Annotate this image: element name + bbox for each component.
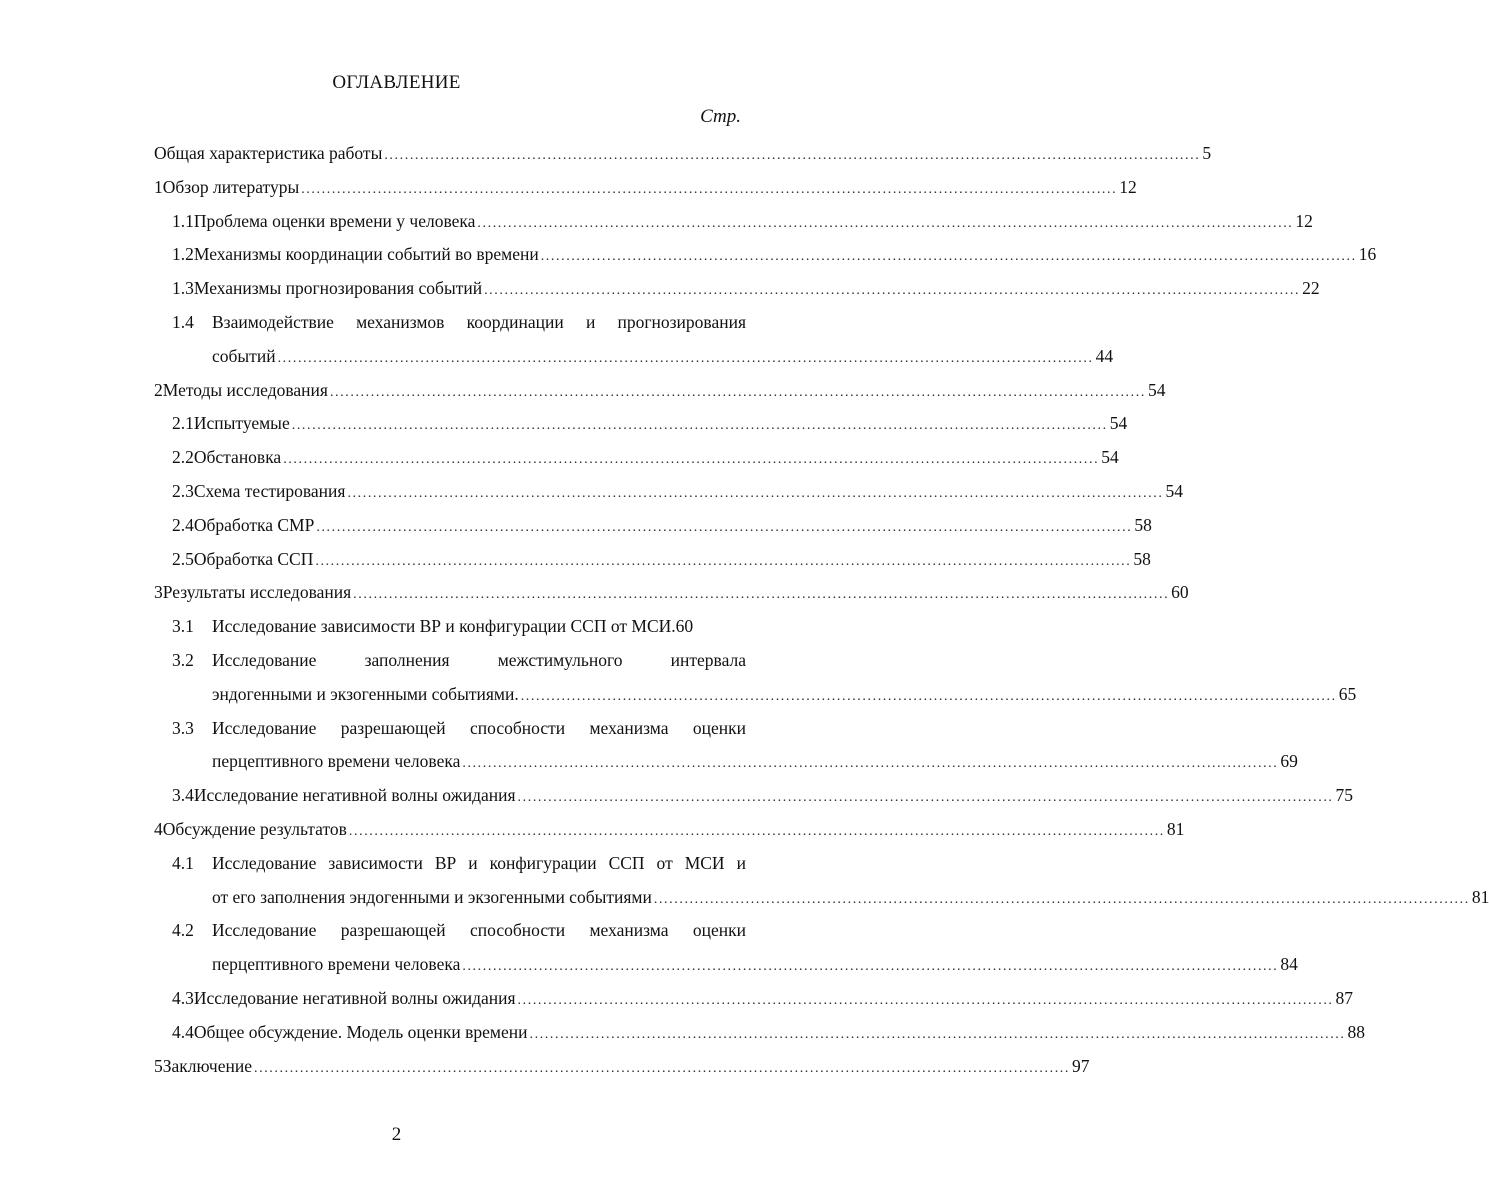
toc-entry-page: 44	[1095, 345, 1114, 366]
toc-entry-title: Схема тестирования	[193, 481, 346, 501]
toc-entry	[172, 476, 1183, 506]
toc-leader-dots: ................................................................................................................................................................	[540, 249, 1357, 265]
toc-entry-title: от его заполнения эндогенными и экзогенными событиями	[212, 886, 652, 907]
toc-entry-page: 22	[1302, 278, 1320, 299]
toc-entry-number: 3.2	[172, 650, 194, 670]
toc-entry-number: 2	[154, 379, 163, 400]
toc-entry-page: 58	[1134, 514, 1152, 535]
toc-entry-page: 75	[1335, 785, 1354, 806]
toc-leader-dots: ................................................................................................................................................................	[462, 959, 1279, 975]
toc-entry-page: 65	[1338, 683, 1357, 704]
toc-entry	[172, 611, 746, 641]
toc-word: Исследование	[212, 650, 317, 670]
toc-entry	[154, 1051, 1090, 1081]
toc-word: способности	[470, 717, 566, 738]
toc-entry-first-line	[212, 307, 746, 337]
toc-entry-first-line	[212, 915, 746, 945]
toc-entry	[172, 273, 1320, 303]
toc-entry	[212, 746, 1298, 776]
toc-entry-number: 4	[154, 819, 163, 839]
toc-entry-number: 2.5	[172, 548, 194, 569]
toc-entry	[154, 577, 1189, 607]
toc-word: МСИ	[684, 852, 725, 873]
toc-entry-number: 5	[154, 1055, 163, 1076]
toc-word: оценки	[692, 920, 746, 941]
toc-word: и	[468, 852, 478, 873]
toc-entry-number: 1	[154, 176, 163, 197]
toc-entry-number: 1.2	[172, 244, 194, 265]
toc-entry-page: 97	[1072, 1055, 1090, 1076]
toc-word: Исследование	[212, 717, 317, 738]
toc-entry-page: 84	[1280, 954, 1298, 975]
toc-leader-dots: ................................................................................................................................................................	[291, 418, 1108, 434]
toc-leader-dots: ................................................................................................................................................................	[529, 1026, 1346, 1042]
toc-entry-number: 3.4	[172, 785, 194, 806]
toc-entry-first-line	[212, 848, 746, 878]
toc-word: механизма	[589, 920, 669, 941]
toc-entry-number: 1.1	[172, 210, 194, 231]
toc-word: ВР	[434, 852, 457, 873]
toc-entry-page: 54	[1109, 413, 1128, 434]
toc-entry-page: 88	[1347, 1021, 1365, 1042]
toc-leader-dots: ................................................................................................................................................................	[477, 215, 1294, 231]
toc-entry-title: Обсуждение результатов	[162, 819, 347, 839]
toc-entry-page: 81	[1471, 886, 1489, 907]
toc-leader-dots: ................................................................................................................................................................	[315, 553, 1132, 569]
toc-entry-number: 3	[154, 582, 163, 603]
toc-entry-first-line	[212, 645, 746, 675]
toc-entry-title: Обстановка	[193, 447, 282, 468]
toc-entry	[172, 983, 1354, 1013]
toc-word: разрешающей	[340, 920, 446, 941]
toc-entry-page: 16	[1358, 244, 1377, 265]
toc-entry-title: Исследование зависимости ВР и конфигурации ССП от МСИ.	[212, 616, 676, 637]
toc-entry-first-line	[212, 713, 746, 743]
toc-word: механизмов	[356, 312, 445, 332]
toc-entry-page: 12	[1119, 176, 1137, 197]
toc-leader-dots: ................................................................................................................................................................	[254, 1060, 1070, 1076]
toc-entry-title: Исследование негативной волны ожидания	[193, 988, 516, 1008]
toc-entry-title: Заключение	[162, 1055, 252, 1076]
toc-entry	[212, 679, 1357, 709]
toc-entry-number: 3.1	[172, 616, 194, 637]
toc-entry-page: 12	[1295, 210, 1313, 231]
toc-entry-title: Результаты исследования	[162, 582, 352, 603]
toc-entry-title: событий	[212, 345, 276, 366]
toc-word: конфигурации	[489, 852, 597, 873]
toc-word: механизма	[589, 717, 669, 738]
toc-leader-dots: ................................................................................................................................................................	[347, 486, 1164, 501]
toc-entry-title: Методы исследования	[162, 379, 328, 400]
toc-word: оценки	[692, 717, 746, 738]
toc-word: от	[656, 852, 673, 873]
toc-leader-dots: ................................................................................................................................................................	[484, 283, 1301, 299]
toc-entry-title: Механизмы координации событий во времени	[193, 244, 539, 265]
toc-leader-dots: ................................................................................................................................................................	[316, 519, 1133, 535]
toc-entry	[172, 442, 1119, 472]
toc-entry-title: Механизмы прогнозирования событий	[193, 278, 483, 299]
toc-leader-dots: ................................................................................................................................................................	[348, 824, 1165, 839]
toc-entry	[172, 206, 1313, 236]
toc-entry	[212, 341, 1114, 371]
toc-entry-number: 4.2	[172, 920, 194, 941]
toc-entry-number: 2.4	[172, 514, 194, 535]
toc-entry-title: Обзор литературы	[162, 176, 300, 197]
toc-entry	[154, 138, 1212, 168]
toc-word: Исследование	[212, 852, 317, 873]
toc-entry	[172, 239, 1377, 269]
toc-entry	[154, 172, 1137, 202]
toc-leader-dots: ................................................................................................................................................................	[653, 891, 1470, 907]
toc-entry	[172, 544, 1151, 574]
toc-entry-page: 54	[1147, 379, 1166, 400]
toc-entry-title: Исследование негативной волны ожидания	[193, 785, 516, 806]
toc-word: ССП	[608, 852, 645, 873]
toc-entry-number: 3.3	[172, 717, 194, 738]
toc-leader-dots: ................................................................................................................................................................	[283, 452, 1100, 468]
toc-entry	[212, 949, 1298, 979]
toc-entry-page: 60	[1171, 582, 1189, 603]
toc-entry-page: 54	[1165, 481, 1183, 501]
toc-entry	[172, 510, 1152, 540]
toc-word: Исследование	[212, 920, 317, 941]
toc-entry-title: Общее обсуждение. Модель оценки времени	[193, 1021, 528, 1042]
toc-entry-title: перцептивного времени человека	[212, 751, 461, 772]
toc-word: Взаимодействие	[212, 312, 334, 332]
toc-word: интервала	[670, 650, 746, 670]
toc-word: способности	[470, 920, 566, 941]
toc-word: и	[736, 852, 746, 873]
toc-entry-title: эндогенными и экзогенными событиями.	[212, 683, 519, 704]
page-number: 2	[391, 1124, 402, 1145]
toc-leader-dots: ................................................................................................................................................................	[520, 688, 1337, 704]
toc-entry-title: Общая характеристика работы	[154, 143, 383, 163]
toc-entry-number: 1.4	[172, 312, 194, 332]
toc-entry-page: 87	[1335, 988, 1354, 1008]
toc-entry-number: 2.1	[172, 413, 194, 434]
toc-word: разрешающей	[340, 717, 446, 738]
toc-entry-number: 4.1	[172, 852, 194, 873]
toc-leader-dots: ................................................................................................................................................................	[301, 181, 1118, 197]
toc-word: межстимульного	[497, 650, 623, 670]
toc-entry-page: 54	[1101, 447, 1119, 468]
toc-leader-dots: ................................................................................................................................................................	[353, 587, 1170, 603]
toc-entry-page: 58	[1133, 548, 1151, 569]
toc-entry	[154, 814, 1185, 844]
toc-entry-title: Испытуемые	[193, 413, 290, 434]
toc-entry	[212, 882, 1489, 912]
toc-leader-dots: ................................................................................................................................................................	[517, 790, 1334, 806]
toc-word: координации	[466, 312, 564, 332]
toc-entry-title: Обработка ССП	[193, 548, 314, 569]
toc-entry-page: 69	[1280, 751, 1298, 772]
toc-entry	[172, 1017, 1365, 1047]
toc-leader-dots: ................................................................................................................................................................	[329, 384, 1146, 400]
toc-entry-number: 1.3	[172, 278, 194, 299]
toc-leader-dots: ................................................................................................................................................................	[277, 350, 1094, 366]
toc-entry-number: 2.3	[172, 481, 194, 501]
page-title: ОГЛАВЛЕНИЕ	[332, 72, 461, 93]
toc-word: зависимости	[328, 852, 423, 873]
toc-entry-number: 4.4	[172, 1021, 194, 1042]
toc-entry-title: перцептивного времени человека	[212, 954, 461, 975]
toc-word: прогнозирования	[617, 312, 746, 332]
toc-entry-page: 81	[1166, 819, 1185, 839]
toc-entry-number: 2.2	[172, 447, 194, 468]
toc-entry	[172, 780, 1354, 810]
toc-entry	[172, 408, 1128, 438]
toc-word: заполнения	[364, 650, 450, 670]
toc-leader-dots: ................................................................................................................................................................	[384, 148, 1201, 163]
toc-entry	[154, 375, 1166, 405]
toc-entry-title: Проблема оценки времени у человека	[193, 210, 476, 231]
toc-entry-page: 5	[1202, 143, 1212, 163]
toc-entry-title: Обработка СМР	[193, 514, 315, 535]
toc-leader-dots: ................................................................................................................................................................	[462, 756, 1279, 772]
toc-entry-page: 60	[675, 616, 694, 637]
toc-word: и	[585, 312, 596, 332]
toc-leader-dots: ................................................................................................................................................................	[517, 993, 1334, 1008]
toc-entry-number: 4.3	[172, 988, 194, 1008]
page-column-label: Стр.	[700, 106, 741, 127]
